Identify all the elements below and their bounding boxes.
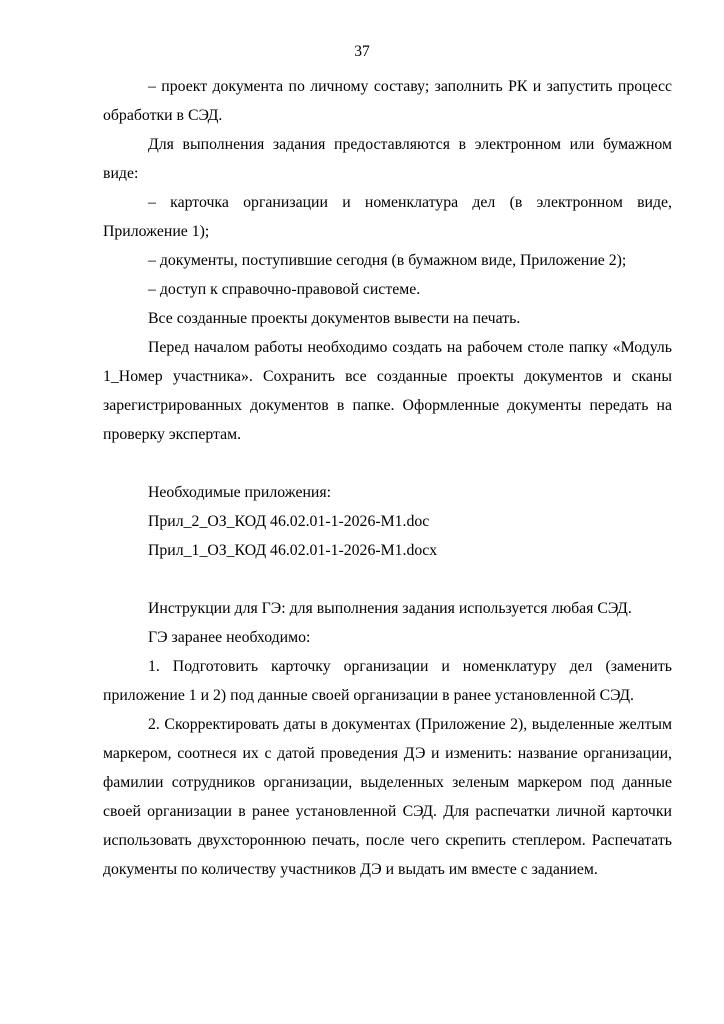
attachments-heading: Необходимые приложения:	[148, 484, 332, 501]
paragraph-folder: Перед началом работы необходимо создать на рабочем столе папку «Модуль 1_Номер участника». Сохранить все созданные проекты документов и сканы зарегистрированных документов в папке. Оформленные документы передать на проверку экспертам.	[103, 339, 672, 443]
paragraph-legal-system: – доступ к справочно-правовой системе.	[148, 281, 421, 298]
paragraph-documents-today: – документы, поступившие сегодня (в бумажном виде, Приложение 2);	[148, 252, 627, 269]
document-body	[103, 72, 672, 884]
paragraph-print: Все созданные проекты документов вывести на печать.	[148, 310, 521, 327]
attachment-file: Прил_1_ОЗ_КОД 46.02.01-1-2026-М1.docx	[148, 542, 438, 559]
spacer	[103, 449, 672, 478]
paragraph-personnel-project: – проект документа по личному составу; заполнить РК и запустить процесс обработки в СЭД.	[103, 78, 672, 124]
paragraph-materials-provided: Для выполнения задания предоставляются в электронном или бумажном виде:	[103, 136, 672, 182]
paragraph-org-card: – карточка организации и номенклатура дел (в электронном виде, Приложение 1);	[103, 194, 672, 240]
instruction-item: 2. Скорректировать даты в документах (Приложение 2), выделенные желтым маркером, соотнеся их с датой проведения ДЭ и изменить: название организации, фамилии сотрудников организации, выделенных зеленым маркером под данные своей организации в ранее установленной СЭД. Для распечатки личной карточки использовать двухстороннюю печать, после чего скрепить степлером. Распечатать документы по количеству участников ДЭ и выдать им вместе с заданием.	[103, 716, 672, 878]
spacer	[103, 565, 672, 594]
page-number: 37	[354, 43, 370, 60]
instructions-intro: Инструкции для ГЭ: для выполнения задания используется любая СЭД.	[148, 600, 632, 617]
instruction-item: 1. Подготовить карточку организации и номенклатуру дел (заменить приложение 1 и 2) под данные своей организации в ранее установленной СЭД.	[103, 658, 672, 704]
attachment-file: Прил_2_ОЗ_КОД 46.02.01-1-2026-М1.doc	[148, 513, 430, 530]
instructions-lead: ГЭ заранее необходимо:	[148, 629, 311, 646]
